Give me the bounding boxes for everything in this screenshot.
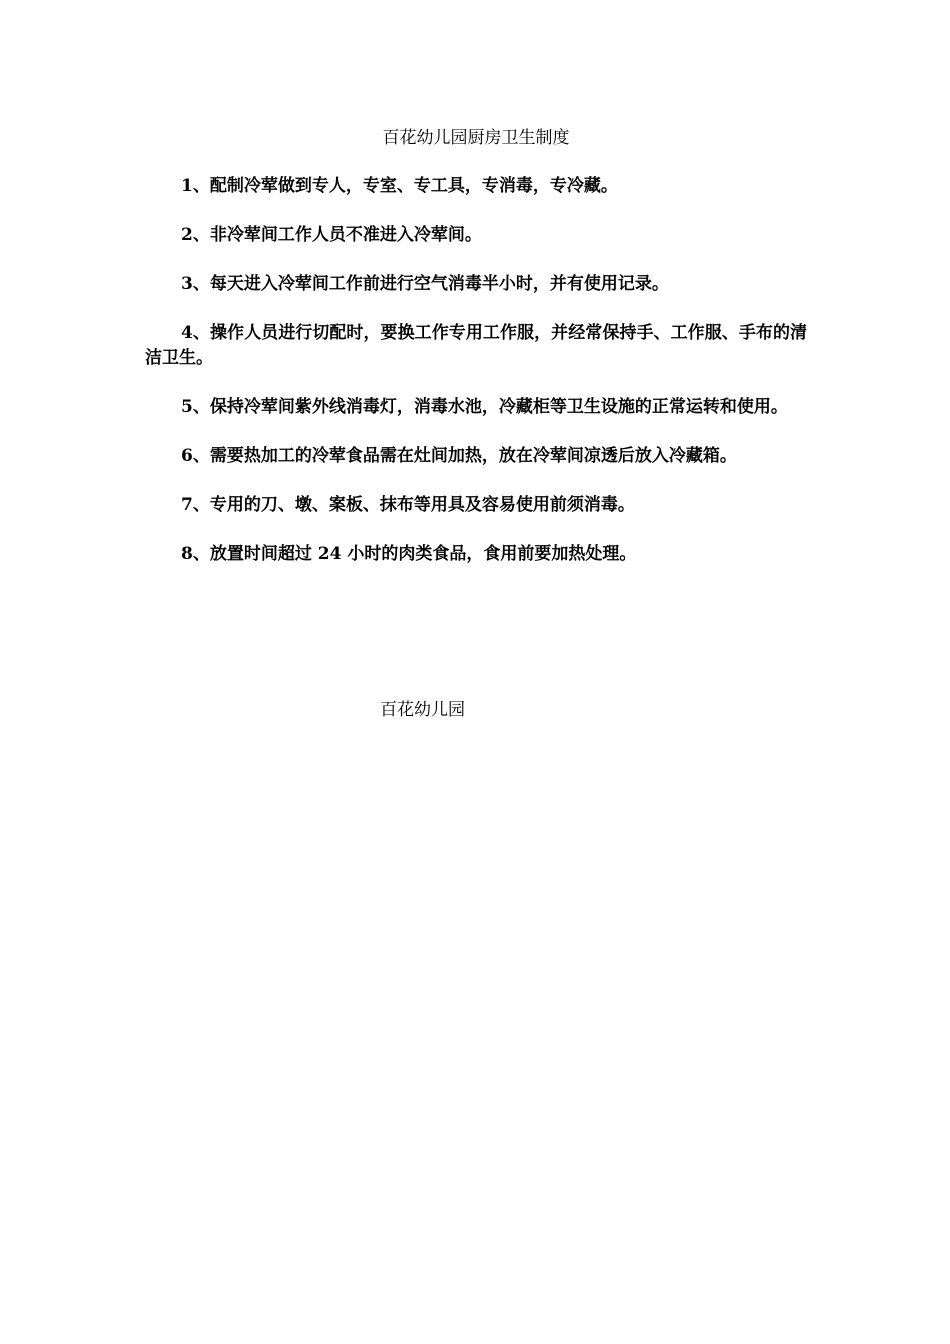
document-title: 百花幼儿园厨房卫生制度 — [382, 128, 570, 148]
rule-item: 7、专用的刀、墩、案板、抹布等用具及容易使用前须消毒。 — [181, 495, 635, 515]
rule-item: 8、放置时间超过 24 小时的肉类食品，食用前要加热处理。 — [181, 544, 637, 564]
rule-item: 2、非冷荤间工作人员不准进入冷荤间。 — [181, 225, 482, 245]
rule-item: 5、保持冷荤间紫外线消毒灯，消毒水池，冷藏柜等卫生设施的正常运转和使用。 — [181, 397, 788, 417]
rules-list — [145, 174, 807, 591]
rule-item: 3、每天进入冷荤间工作前进行空气消毒半小时，并有使用记录。 — [181, 274, 669, 294]
footer-organization: 百花幼儿园 — [380, 700, 465, 720]
rule-item: 1、配制冷荤做到专人，专室、专工具，专消毒，专冷藏。 — [181, 176, 618, 196]
rule-item: 4、操作人员进行切配时，要换工作专用工作服，并经常保持手、工作服、手布的清洁卫生。 — [145, 323, 807, 368]
rule-item: 6、需要热加工的冷荤食品需在灶间加热，放在冷荤间凉透后放入冷藏箱。 — [181, 446, 737, 466]
